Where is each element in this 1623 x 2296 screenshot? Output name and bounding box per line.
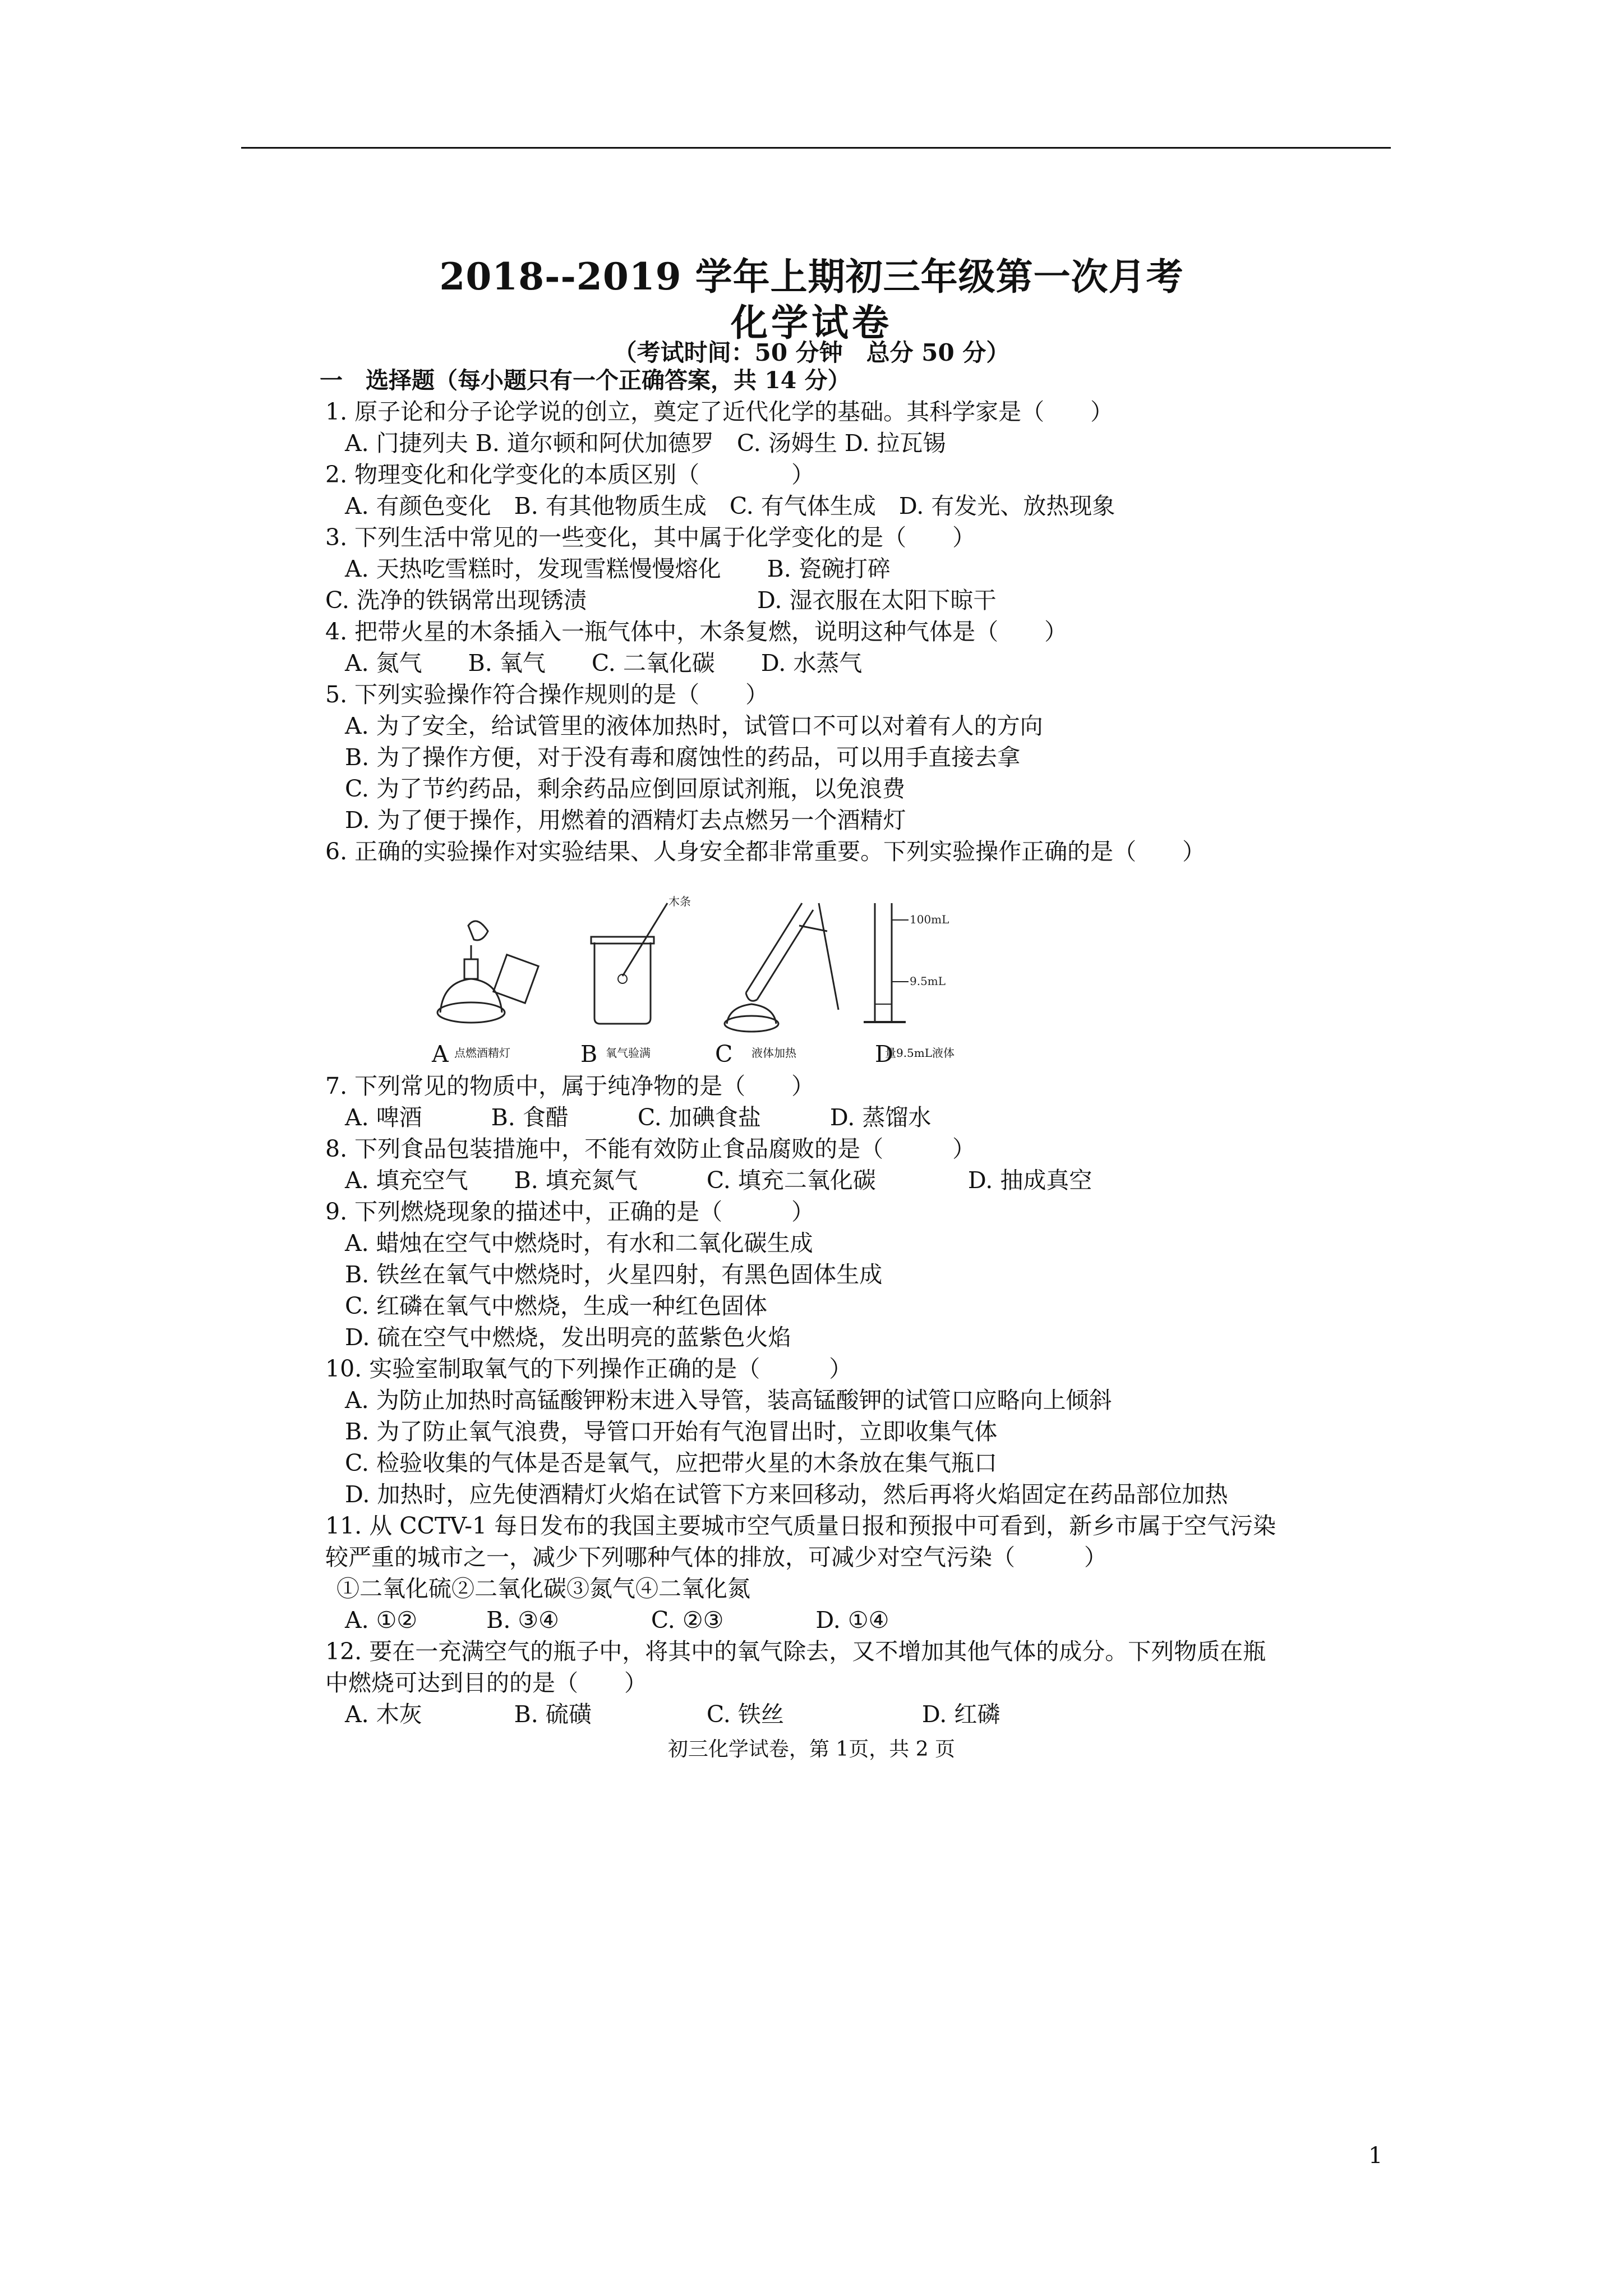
- figure-letter-d: D: [875, 1041, 893, 1068]
- question-5-option-d: D. 为了便于操作，用燃着的酒精灯去点燃另一个酒精灯: [345, 807, 906, 834]
- figure-letter-b: B: [580, 1041, 598, 1068]
- question-12-options: A. 木灰 B. 硫磺 C. 铁丝 D. 红磷: [345, 1701, 1000, 1728]
- question-1: 1. 原子论和分子论学说的创立，奠定了近代化学的基础。其科学家是（ ）: [325, 398, 1114, 425]
- question-3: 3. 下列生活中常见的一些变化，其中属于化学变化的是（ ）: [325, 524, 976, 551]
- exam-title: 2018--2019 学年上期初三年级第一次月考: [439, 255, 1184, 298]
- figure-d-caption: 量9.5mL液体: [884, 1046, 955, 1060]
- question-2: 2. 物理变化和化学变化的本质区别（ ）: [325, 461, 815, 488]
- question-9-option-d: D. 硫在空气中燃烧，发出明亮的蓝紫色火焰: [345, 1324, 791, 1351]
- splint-label: 木条: [668, 895, 691, 908]
- graduated-cylinder-icon: [852, 892, 987, 1038]
- question-3-option-c: C. 洗净的铁锅常出现锈渍: [325, 587, 587, 614]
- cylinder-top-label: 100mL: [910, 913, 949, 926]
- question-10: 10. 实验室制取氧气的下列操作正确的是（ ）: [325, 1355, 852, 1382]
- question-11-line-3: ①二氧化硫②二氧化碳③氮气④二氧化氮: [336, 1575, 750, 1602]
- question-11-options: A. ①② B. ③④ C. ②③ D. ①④: [345, 1607, 889, 1634]
- question-9-option-c: C. 红磷在氧气中燃烧，生成一种红色固体: [345, 1292, 767, 1319]
- question-11-line-2: 较严重的城市之一，减少下列哪种气体的排放，可减少对空气污染（ ）: [325, 1544, 1107, 1571]
- question-8: 8. 下列食品包装措施中，不能有效防止食品腐败的是（ ）: [325, 1135, 976, 1162]
- question-2-options: A. 有颜色变化 B. 有其他物质生成 C. 有气体生成 D. 有发光、放热现象: [345, 493, 1115, 519]
- question-10-option-c: C. 检验收集的气体是否是氧气，应把带火星的木条放在集气瓶口: [345, 1450, 997, 1476]
- question-5-option-c: C. 为了节约药品，剩余药品应倒回原试剂瓶，以免浪费: [345, 775, 905, 802]
- cylinder-mark-label: 9.5mL: [910, 974, 946, 988]
- figure-d: [852, 892, 987, 1060]
- question-7: 7. 下列常见的物质中，属于纯净物的是（ ）: [325, 1073, 815, 1099]
- question-4: 4. 把带火星的木条插入一瓶气体中，木条复燃，说明这种气体是（ ）: [325, 618, 1068, 645]
- heating-test-tube-icon: [707, 892, 841, 1038]
- question-9-option-a: A. 蜡烛在空气中燃烧时，有水和二氧化碳生成: [345, 1230, 813, 1257]
- exam-subtitle: 化学试卷: [731, 301, 892, 344]
- question-5: 5. 下列实验操作符合操作规则的是（ ）: [325, 681, 769, 708]
- question-12-line-1: 12. 要在一充满空气的瓶子中，将其中的氧气除去，又不增加其他气体的成分。下列物质在瓶: [325, 1638, 1266, 1665]
- page-number: 1: [1368, 2143, 1383, 2169]
- question-5-option-b: B. 为了操作方便，对于没有毒和腐蚀性的药品，可以用手直接去拿: [345, 744, 1021, 771]
- figure-c-caption: 液体加热: [751, 1046, 796, 1060]
- question-1-options: A. 门捷列夫 B. 道尔顿和阿伏加德罗 C. 汤姆生 D. 拉瓦锡: [345, 430, 946, 457]
- figure-b-caption: 氧气验满: [606, 1046, 651, 1060]
- question-8-options: A. 填充空气 B. 填充氮气 C. 填充二氧化碳 D. 抽成真空: [345, 1167, 1092, 1194]
- question-10-option-b: B. 为了防止氧气浪费，导管口开始有气泡冒出时，立即收集气体: [345, 1418, 998, 1445]
- question-9: 9. 下列燃烧现象的描述中，正确的是（ ）: [325, 1198, 815, 1225]
- question-12-line-2: 中燃烧可达到目的的是（ ）: [325, 1669, 647, 1696]
- question-5-option-a: A. 为了安全，给试管里的液体加热时，试管口不可以对着有人的方向: [345, 712, 1043, 739]
- question-7-options: A. 啤酒 B. 食醋 C. 加碘食盐 D. 蒸馏水: [345, 1104, 932, 1131]
- question-10-option-a: A. 为防止加热时高锰酸钾粉末进入导管，装高锰酸钾的试管口应略向上倾斜: [345, 1387, 1112, 1414]
- question-3-option-ab: A. 天热吃雪糕时，发现雪糕慢慢熔化 B. 瓷碗打碎: [345, 555, 891, 582]
- question-3-option-d: D. 湿衣服在太阳下晾干: [757, 587, 997, 614]
- header-rule: [241, 147, 1391, 149]
- question-11-line-1: 11. 从 CCTV-1 每日发布的我国主要城市空气质量日报和预报中可看到，新乡市属于空气污染: [325, 1512, 1276, 1539]
- figure-a: [415, 892, 550, 1060]
- gas-jar-icon: [561, 892, 695, 1038]
- section-heading: 一 选择题（每小题只有一个正确答案，共 14 分）: [320, 367, 851, 394]
- exam-info: （考试时间：50 分钟 总分 50 分）: [613, 339, 1010, 366]
- figure-c: [707, 892, 841, 1060]
- question-6: 6. 正确的实验操作对实验结果、人身安全都非常重要。下列实验操作正确的是（ ）: [325, 838, 1206, 865]
- figure-letter-a: A: [432, 1041, 449, 1068]
- question-4-options: A. 氮气 B. 氧气 C. 二氧化碳 D. 水蒸气: [345, 650, 863, 677]
- question-9-option-b: B. 铁丝在氧气中燃烧时，火星四射，有黑色固体生成: [345, 1261, 883, 1288]
- alcohol-lamp-icon: [415, 892, 550, 1038]
- figure-row: [415, 892, 976, 1060]
- figure-b: [561, 892, 695, 1060]
- figure-letter-c: C: [715, 1041, 733, 1068]
- page-footer: 初三化学试卷，第 1页，共 2 页: [667, 1738, 956, 1761]
- question-10-option-d: D. 加热时，应先使酒精灯火焰在试管下方来回移动，然后再将火焰固定在药品部位加热: [345, 1481, 1228, 1508]
- figure-a-caption: 点燃酒精灯: [454, 1046, 510, 1060]
